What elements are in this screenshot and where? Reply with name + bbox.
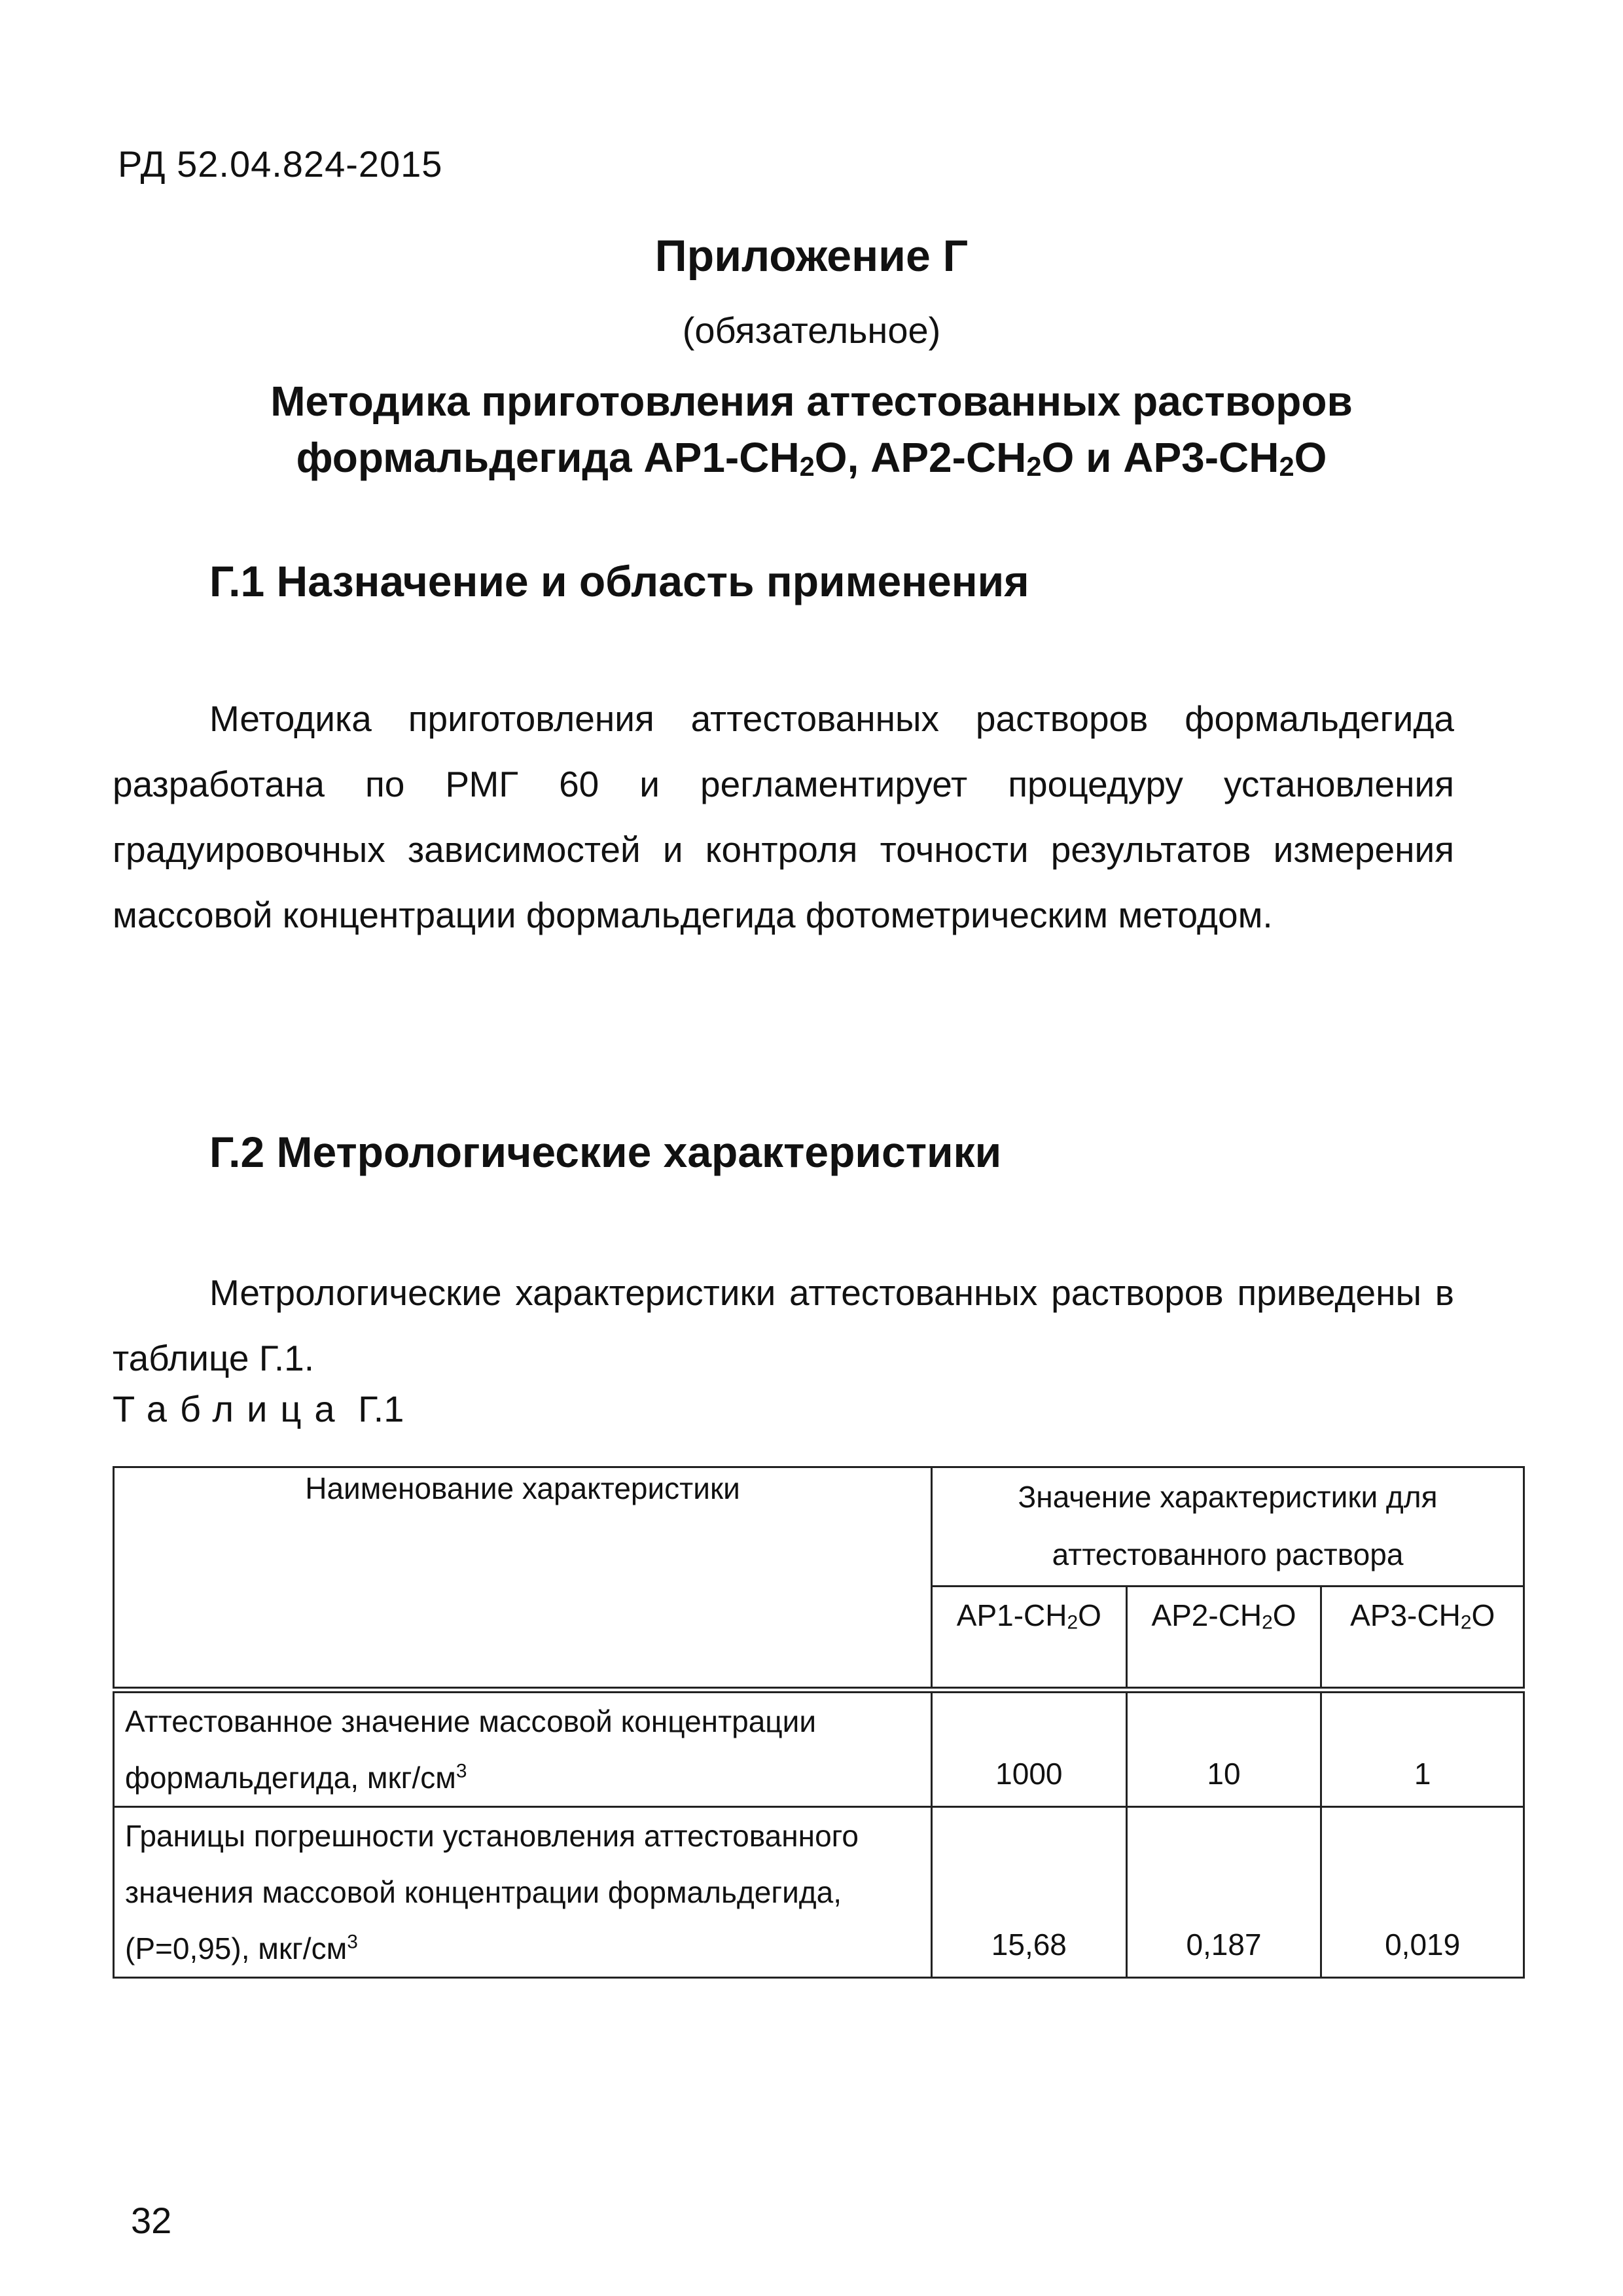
row1-value-ap2: 10 (1126, 1690, 1321, 1807)
main-title (0, 373, 1623, 495)
document-code: РД 52.04.824-2015 (118, 143, 443, 185)
row2-value-ap2: 0,187 (1126, 1807, 1321, 1978)
row1-value-ap3: 1 (1321, 1690, 1524, 1807)
row2-value-ap1: 15,68 (932, 1807, 1127, 1978)
appendix-title: Приложение Г (654, 231, 969, 281)
metrology-table (113, 1466, 1525, 1979)
row1-label: Аттестованное значение массовой концентрации формальдегида, мкг/$см^3$ (114, 1690, 932, 1807)
table-row (114, 1690, 1524, 1807)
table-caption: Таблица Г.1 (113, 1388, 404, 1429)
section1-paragraph: Методика приготовления аттестованных растворов формальдегида разработана по РМГ 60 и регламентирует процедуру установления градуировочных зависимостей и контроля точности результатов измерения массовой концентрации формальдегида фотометрическим методом. (113, 698, 1454, 935)
section2-heading: Г.2 Метрологические характеристики (209, 1128, 1002, 1176)
section2-paragraph: Метрологические характеристики аттестованных растворов приведены в таблице Г.1. (113, 1272, 1454, 1378)
header-characteristic-name: Наименование характеристики (114, 1467, 932, 1691)
row2-label: Границы погрешности установления аттестованного значения массовой концентрации формальдегида, (Р=0,95), мкг/$см^3$ (114, 1807, 932, 1978)
section1-heading: Г.1 Назначение и область применения (209, 557, 1029, 605)
main-title-line2: формальдегида $АР1-СН_2О$, $АР2-СН_2О$ и $АР3-СН_2О$ (296, 434, 1327, 482)
header-ap3: $АР3-СН_2О$ (1321, 1586, 1524, 1690)
row2-value-ap3: 0,019 (1321, 1807, 1524, 1978)
header-ap1: $АР1-СН_2О$ (932, 1586, 1127, 1690)
page-number: 32 (131, 2200, 172, 2241)
row1-value-ap1: 1000 (932, 1690, 1127, 1807)
header-ap2: $АР2-СН_2О$ (1126, 1586, 1321, 1690)
table-row (114, 1807, 1524, 1978)
header-characteristic-value: Значение характеристики для аттестованного раствора (932, 1467, 1524, 1587)
appendix-note: (обязательное) (682, 310, 941, 351)
main-title-line1: Методика приготовления аттестованных растворов (270, 378, 1353, 425)
